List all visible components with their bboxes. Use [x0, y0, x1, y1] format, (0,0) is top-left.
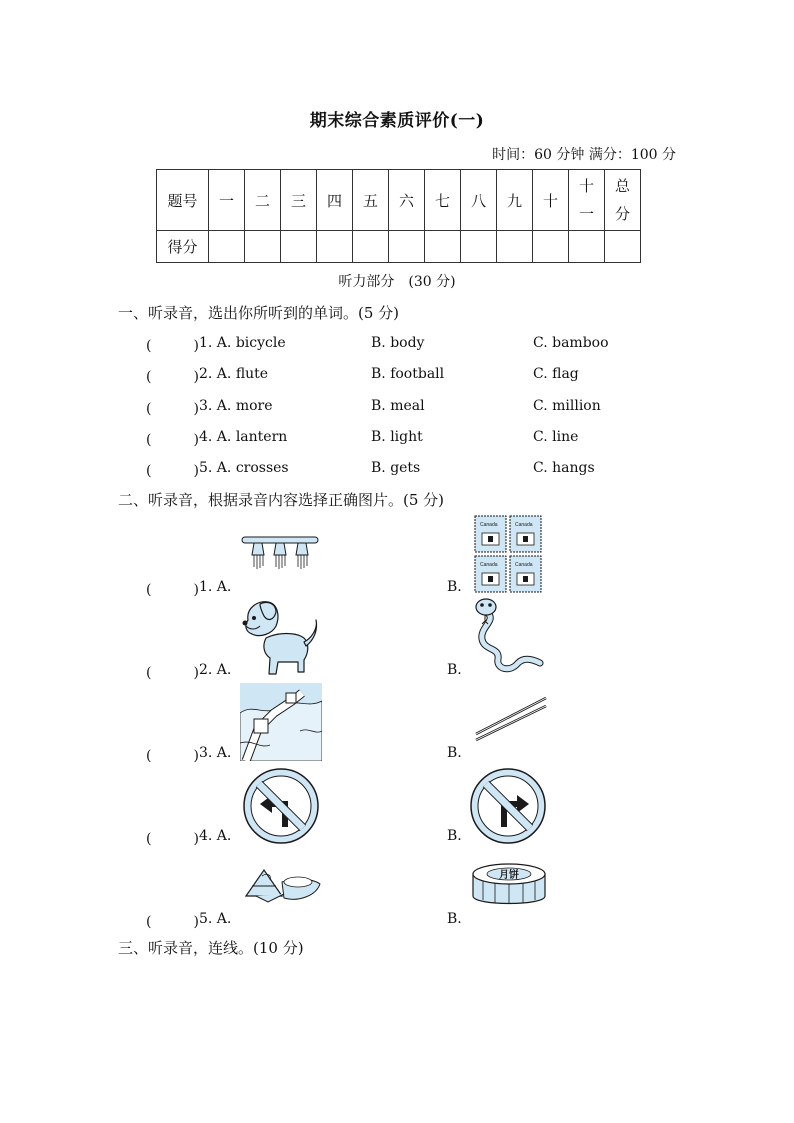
option-a-label: 3. A.: [199, 745, 232, 761]
option-a-label: 5. A.: [199, 911, 232, 927]
option-b: B. light: [371, 429, 423, 445]
header-cell: 题号: [157, 170, 209, 231]
option-a: 2. A. flute: [199, 366, 269, 382]
listening-title: 听力部分 (30 分): [338, 274, 456, 290]
option-a: 5. A. crosses: [199, 460, 289, 476]
snake-icon[interactable]: [466, 597, 546, 677]
header-cell: 四: [317, 170, 353, 231]
option-a-label: 4. A.: [199, 828, 232, 844]
option-a: 4. A. lantern: [199, 429, 288, 445]
option-b-label: B.: [447, 911, 462, 927]
dog-icon[interactable]: [238, 598, 322, 678]
lanterns-icon[interactable]: [240, 533, 320, 573]
no-left-turn-sign-icon[interactable]: [242, 767, 320, 845]
option-a-label: 1. A.: [199, 579, 232, 595]
table-row: [157, 170, 641, 231]
option-a: 3. A. more: [199, 398, 273, 414]
option-a: 1. A. bicycle: [199, 335, 286, 351]
answer-blank[interactable]: ( ): [146, 338, 199, 354]
score-table: [156, 169, 641, 263]
score-cell[interactable]: [425, 231, 461, 263]
score-cell[interactable]: [353, 231, 389, 263]
header-cell: 七: [425, 170, 461, 231]
stamp-text: Canada: [480, 522, 498, 528]
score-cell[interactable]: [497, 231, 533, 263]
answer-blank[interactable]: ( ): [146, 369, 199, 385]
option-b: B. body: [371, 335, 425, 351]
section1-heading: 一、听录音，选出你所听到的单词。(5 分): [118, 304, 400, 322]
score-cell[interactable]: [209, 231, 245, 263]
no-right-turn-sign-icon[interactable]: [469, 767, 547, 845]
section3-heading: 三、听录音，连线。(10 分): [118, 939, 304, 957]
header-cell: 一: [209, 170, 245, 231]
mooncake-text: 月饼: [499, 870, 519, 881]
option-b-label: B.: [447, 828, 462, 844]
stamp-text: Canada: [515, 522, 533, 528]
option-b: B. meal: [371, 398, 425, 414]
answer-blank[interactable]: ( ): [146, 831, 199, 847]
header-cell: 八: [461, 170, 497, 231]
header-cell: 六: [389, 170, 425, 231]
great-wall-icon[interactable]: [240, 683, 322, 761]
header-cell: 九: [497, 170, 533, 231]
score-cell[interactable]: [533, 231, 569, 263]
section2-heading: 二、听录音，根据录音内容选择正确图片。(5 分): [118, 491, 445, 509]
header-cell-stacked: 十一: [578, 177, 594, 223]
header-cell: 十: [533, 170, 569, 231]
score-cell[interactable]: [317, 231, 353, 263]
table-row: [157, 231, 641, 263]
answer-blank[interactable]: ( ): [146, 401, 199, 417]
zongzi-icon[interactable]: [242, 862, 322, 906]
header-cell: [569, 170, 605, 231]
option-c: C. million: [533, 398, 601, 414]
answer-blank[interactable]: ( ): [146, 582, 199, 598]
score-cell[interactable]: [245, 231, 281, 263]
score-cell[interactable]: [605, 231, 641, 263]
header-cell-stacked: 总分: [614, 177, 630, 223]
score-cell[interactable]: [389, 231, 425, 263]
option-b: B. gets: [371, 460, 421, 476]
answer-blank[interactable]: ( ): [146, 665, 199, 681]
header-cell: 二: [245, 170, 281, 231]
stamp-text: Canada: [480, 562, 498, 568]
score-label-cell: 得分: [157, 231, 209, 263]
option-c: C. hangs: [533, 460, 595, 476]
option-c: C. line: [533, 429, 579, 445]
score-cell[interactable]: [569, 231, 605, 263]
option-c: C. flag: [533, 366, 579, 382]
option-b-label: B.: [447, 745, 462, 761]
answer-blank[interactable]: ( ): [146, 432, 199, 448]
header-cell: [605, 170, 641, 231]
header-cell: 三: [281, 170, 317, 231]
time-info: 时间：60 分钟 满分：100 分: [492, 147, 676, 163]
option-b-label: B.: [447, 662, 462, 678]
chopsticks-icon[interactable]: [474, 696, 548, 742]
option-b: B. football: [371, 366, 445, 382]
header-cell: 五: [353, 170, 389, 231]
option-a-label: 2. A.: [199, 662, 232, 678]
stamp-text: Canada: [515, 562, 533, 568]
answer-blank[interactable]: ( ): [146, 914, 199, 930]
mooncake-icon[interactable]: [467, 858, 551, 912]
option-c: C. bamboo: [533, 335, 609, 351]
answer-blank[interactable]: ( ): [146, 463, 199, 479]
stamps-icon[interactable]: [474, 515, 542, 593]
option-b-label: B.: [447, 579, 462, 595]
answer-blank[interactable]: ( ): [146, 748, 199, 764]
page-title: 期末综合素质评价(一): [309, 111, 485, 131]
score-cell[interactable]: [461, 231, 497, 263]
score-cell[interactable]: [281, 231, 317, 263]
